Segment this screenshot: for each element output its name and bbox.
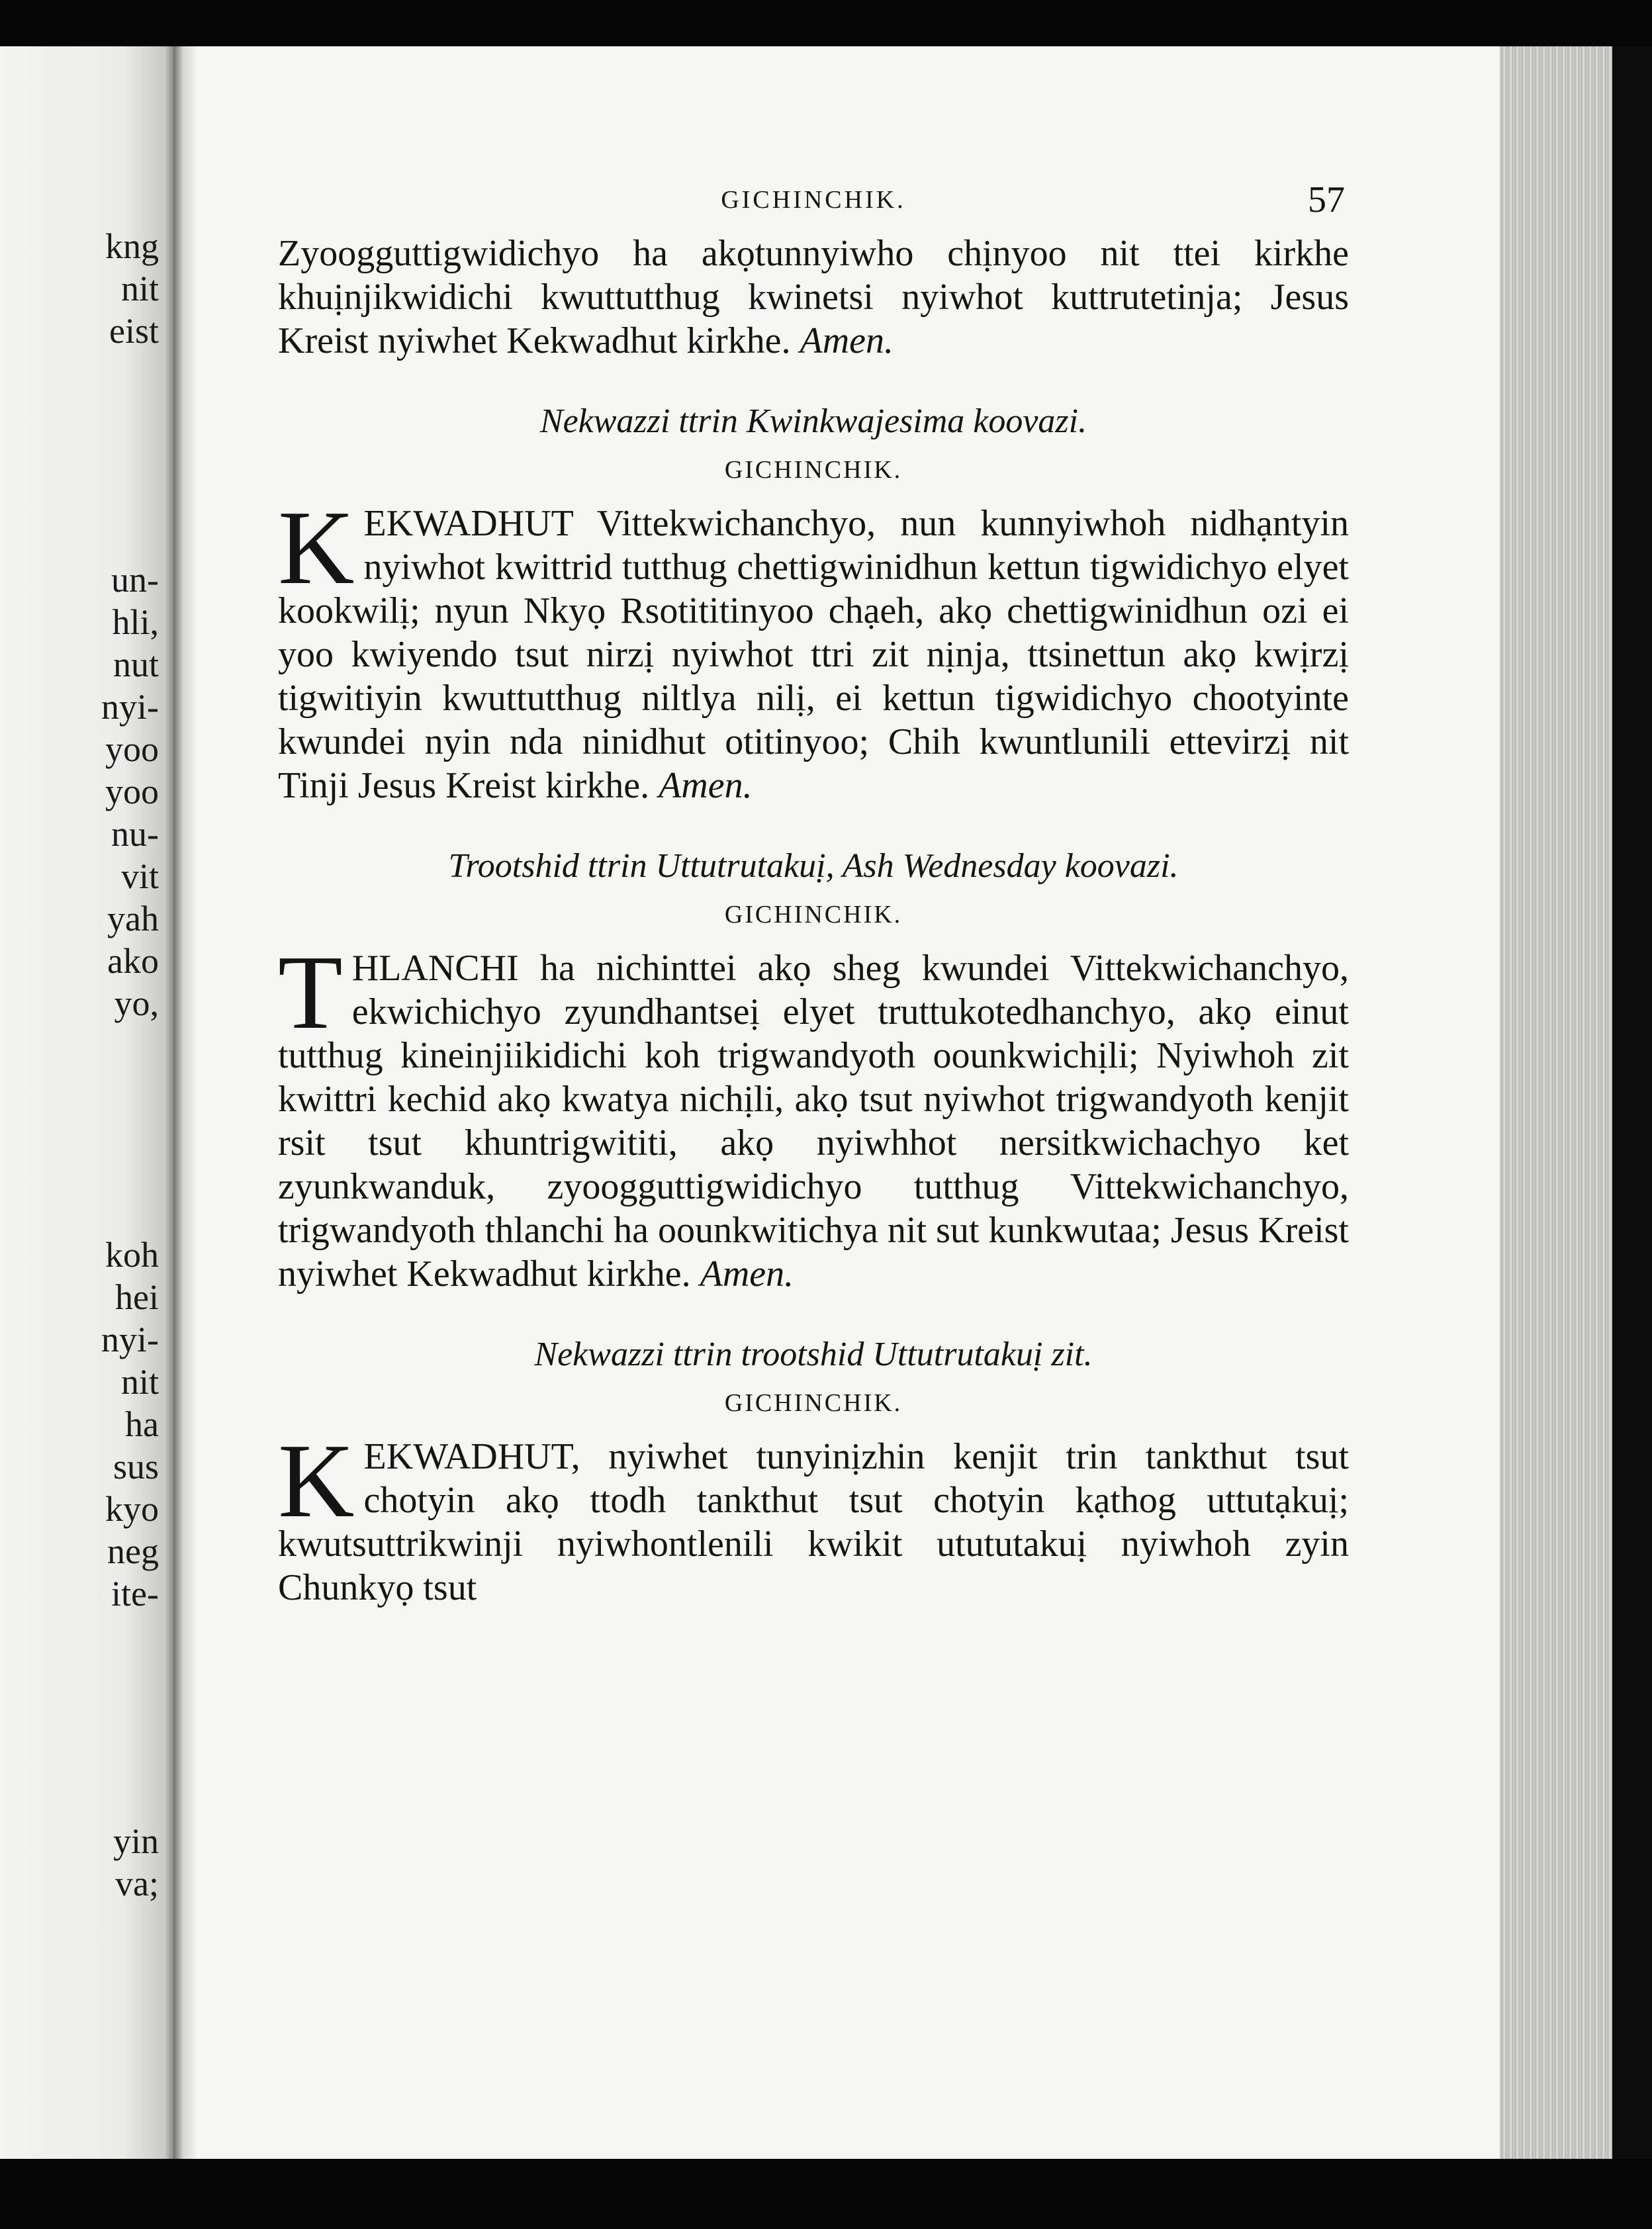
left-page-fragment: nyi- (101, 687, 159, 727)
page-number: 57 (1308, 179, 1345, 220)
page-edge-stack (1500, 46, 1612, 2159)
page-edge-shadow (1612, 46, 1652, 2159)
left-page-fragment: va; (115, 1864, 159, 1903)
book-gutter (173, 46, 196, 2159)
left-page-fragment: un- (111, 560, 159, 600)
running-head-title: GICHINCHIK. (721, 186, 906, 214)
left-page-fragment: yoo (105, 729, 159, 769)
amen-1: Amen. (800, 320, 894, 361)
left-page-fragment: nit (120, 269, 159, 308)
left-page-fragment: vit (120, 856, 159, 896)
amen-2: Amen. (659, 765, 753, 806)
page-content (278, 179, 1349, 1610)
left-page-fragment: nyi- (101, 1320, 159, 1359)
section-heading-3: Nekwazzi ttrin trootshid Uttutrutakuị zit. (534, 1336, 1093, 1373)
running-head (278, 179, 1349, 232)
left-page-fragment: yoo (105, 772, 159, 811)
drop-cap-2: K (278, 488, 355, 606)
paragraph-2-text: EKWADHUT Vittekwichanchyo, nun kunnyiwhoh nidhạntyin nyiwhot kwittrid tutthug chettigwinidhun kettun tigwidichyo elyet kookwilị; nyun Nkyọ Rsotititinyoo chạeh, akọ chettigwinidhun ozi ei yoo kwiyendo tsut nirzị nyiwhot ttri zit nịnja, ttsinettun akọ kwịrzị tigwitiyin kwuttutthug niltlya nilị, ei kettun tigwidichyo chootyinte kwundei nyin nda ninidhut otitinyoo; Chih kwuntlunili ettevirzị nit Tinji Jesus Kreist kirkhe. (278, 503, 1349, 806)
left-page-fragment: hli, (112, 602, 159, 642)
section-heading-1: Nekwazzi ttrin Kwinkwajesima koovazi. (539, 402, 1087, 440)
paragraph-1 (278, 232, 1349, 363)
left-page-fragment: ha (125, 1404, 159, 1444)
amen-3: Amen. (700, 1253, 794, 1295)
left-page-fragment: yo, (114, 983, 159, 1023)
collect-heading-3: GICHINCHIK. (724, 1389, 903, 1417)
left-page-fragment: yin (113, 1821, 159, 1861)
paragraph-2 (278, 488, 1349, 807)
left-page-fragment: neg (107, 1531, 159, 1571)
scan-border-top (0, 0, 1652, 46)
left-page-fragment: nit (120, 1362, 159, 1402)
left-page-fragment: nu- (111, 814, 159, 854)
left-page-fragment: eist (109, 311, 159, 351)
paragraph-1-text: Zyoogguttigwidichyo ha akọtunnyiwho chịnyoo nit ttei kirkhe khuịnjikwidichi kwuttutthug kwinetsi nyiwhot kuttrutetinja; Jesus Kreist nyiwhet Kekwadhut kirkhe. (278, 233, 1349, 361)
left-page-fragment: yah (107, 899, 159, 938)
collect-heading-1: GICHINCHIK. (724, 456, 903, 484)
paragraph-4 (278, 1422, 1349, 1610)
left-page-fragment: kyo (105, 1489, 159, 1529)
scan-border-bottom (0, 2159, 1652, 2229)
left-page-fragment: sus (113, 1447, 159, 1486)
left-page-fragment: nut (113, 645, 159, 684)
left-facing-page (0, 46, 173, 2159)
left-page-fragment: koh (105, 1235, 159, 1275)
left-page-fragment: ako (107, 941, 159, 981)
paragraph-4-text: EKWADHUT, nyiwhet tunyinịzhin kenjit trin tankthut tsut chotyin akọ ttodh tankthut tsut chotyin kạthog uttutạkuị; kwutsuttrikwinji nyiwhontlenili kwikit utututakuị nyiwhoh zyin Chunkyọ tsut (278, 1436, 1349, 1608)
drop-cap-4: K (278, 1422, 355, 1539)
paragraph-3-text: HLANCHI ha nichinttei akọ sheg kwundei Vittekwichanchyo, ekwichichyo zyundhantseị elyet truttukotedhanchyo, akọ einut tutthug kineinjiikidichi koh trigwandyoth oounkwichịli; Nyiwhoh zit kwittri kechid akọ kwatya nichịli, akọ tsut nyiwhot trigwandyoth kenjit rsit tsut khuntrigwititi, akọ nyiwhhot nersitkwichachyo ket zyunkwanduk, zyoogguttigwidichyo tutthug Vittekwichanchyo, trigwandyoth thlanchi ha oounkwitichya nit sut kunkwutaa; Jesus Kreist nyiwhet Kekwadhut kirkhe. (278, 948, 1349, 1295)
section-heading-2: Trootshid ttrin Uttutrutakuị, Ash Wednesday koovazi. (448, 847, 1179, 885)
paragraph-3 (278, 933, 1349, 1296)
left-page-fragment: ite- (111, 1574, 159, 1614)
collect-heading-2: GICHINCHIK. (724, 901, 903, 929)
left-page-fragment: hei (115, 1277, 159, 1317)
left-page-fragment: kng (105, 226, 159, 266)
drop-cap-3: T (278, 933, 343, 1051)
